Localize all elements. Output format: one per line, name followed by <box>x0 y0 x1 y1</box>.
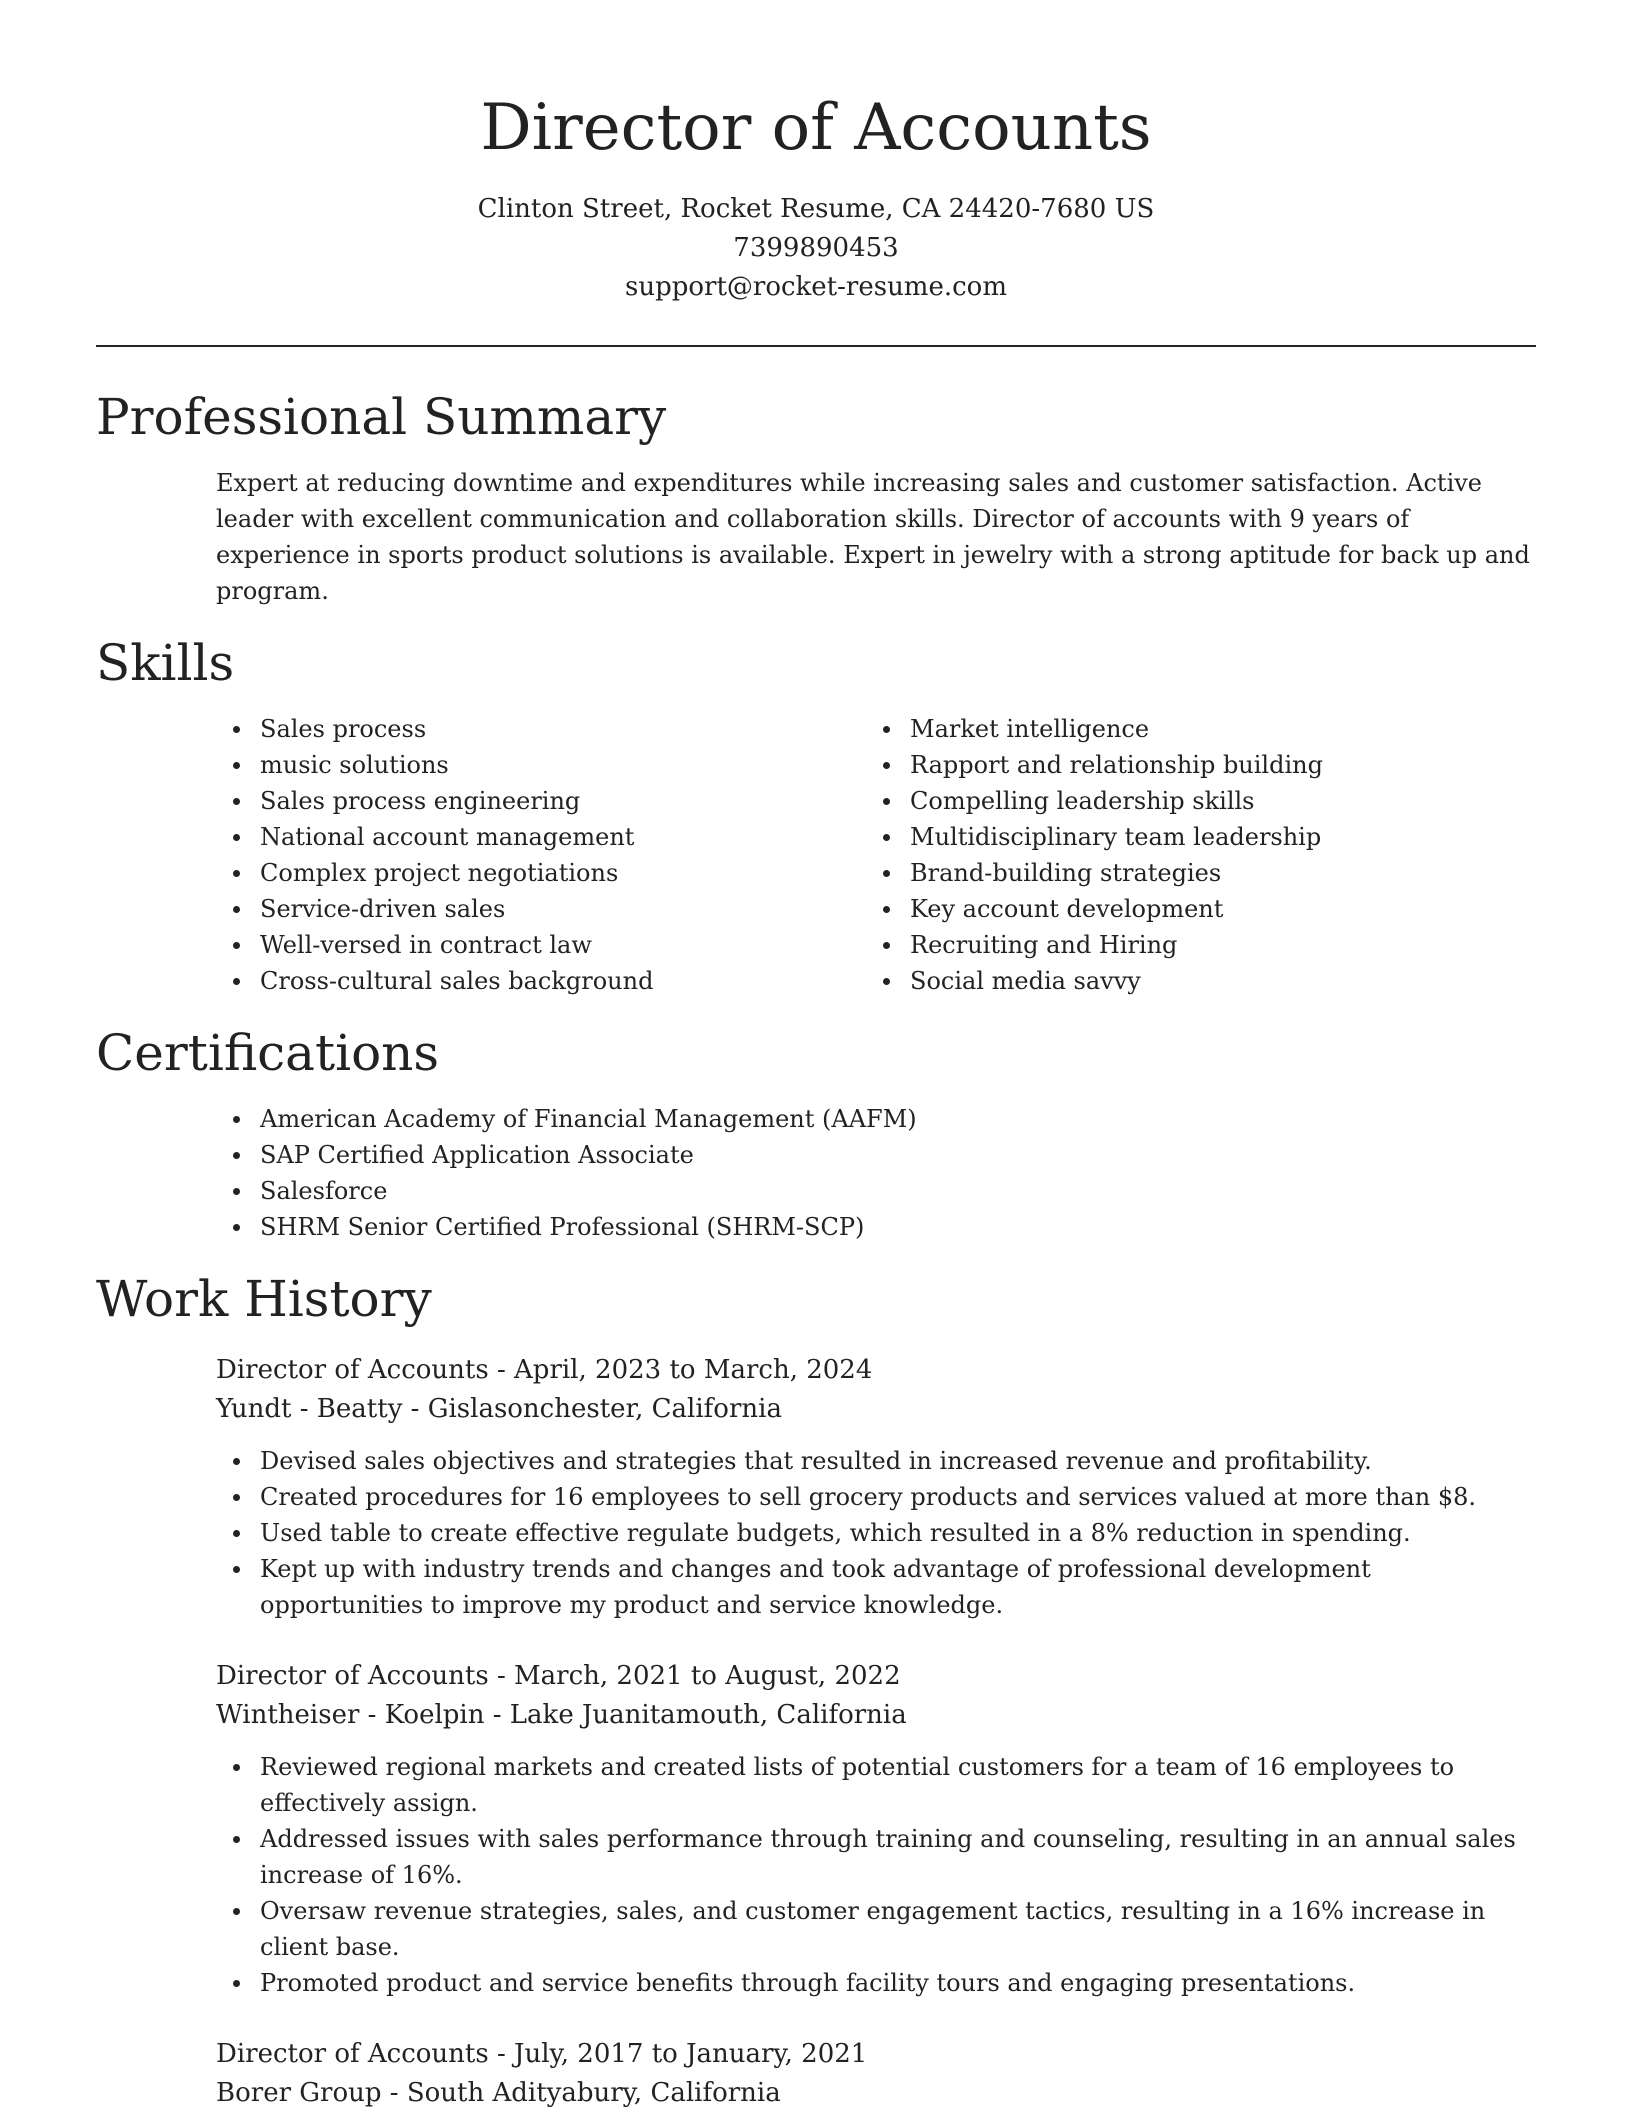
job-company-line: Borer Group - South Adityabury, California <box>216 2078 781 2108</box>
phone: 7399890453 <box>733 233 899 263</box>
certification-item: Salesforce <box>216 1173 1536 1209</box>
job-title-line: Director of Accounts - April, 2023 to March, 2024 <box>216 1355 873 1385</box>
skill-item: music solutions <box>216 747 866 783</box>
certification-item: SAP Certified Application Associate <box>216 1137 1536 1173</box>
job-entry <box>216 1657 1536 2001</box>
job-bullet: Kept up with industry trends and changes and took advantage of professional development opportunities to improve my product and service knowledge. <box>216 1551 1536 1623</box>
skill-item: Service-driven sales <box>216 891 866 927</box>
skills-list-left <box>216 711 866 999</box>
skill-item: Sales process <box>216 711 866 747</box>
resume-page <box>96 0 1536 2113</box>
skill-item: Key account development <box>866 891 1516 927</box>
job-bullet: Addressed issues with sales performance through training and counseling, resulting in an annual sales increase of 16%. <box>216 1821 1536 1893</box>
candidate-name: Director of Accounts <box>480 91 1152 165</box>
job-bullet: Reviewed regional markets and created lists of potential customers for a team of 16 employees to effectively assign. <box>216 1749 1536 1821</box>
job-company-line: Wintheiser - Koelpin - Lake Juanitamouth, California <box>216 1700 907 1730</box>
summary-heading: Professional Summary <box>96 388 667 446</box>
skills-columns <box>216 711 1536 999</box>
job-bullets <box>96 1749 1536 2001</box>
certifications-section <box>96 1021 1536 1245</box>
summary-section <box>96 385 1536 609</box>
certifications-list <box>216 1101 1536 1245</box>
work-history-section <box>96 1267 1536 2113</box>
skill-item: Complex project negotiations <box>216 855 866 891</box>
resume-header <box>96 0 1536 307</box>
job-bullet: Oversaw revenue strategies, sales, and customer engagement tactics, resulting in a 16% increase in client base. <box>216 1893 1536 1965</box>
skill-item: Well-versed in contract law <box>216 927 866 963</box>
skill-item: Recruiting and Hiring <box>866 927 1516 963</box>
skill-item: Sales process engineering <box>216 783 866 819</box>
skill-item: Rapport and relationship building <box>866 747 1516 783</box>
contact-info <box>96 190 1536 307</box>
skill-item: Compelling leadership skills <box>866 783 1516 819</box>
skill-item: Multidisciplinary team leadership <box>866 819 1516 855</box>
summary-text: Expert at reducing downtime and expenditures while increasing sales and customer satisfaction. Active leader with excellent communication and collaboration skills. Director of accounts with 9 years of experience in sports product solutions is available. Expert in jewelry with a strong aptitude for back up and program. <box>216 469 1530 605</box>
job-title-line: Director of Accounts - March, 2021 to August, 2022 <box>216 1661 901 1691</box>
skill-item: National account management <box>216 819 866 855</box>
job-bullet: Devised sales objectives and strategies that resulted in increased revenue and profitability. <box>216 1443 1536 1479</box>
work-history-heading: Work History <box>96 1270 432 1328</box>
job-entry <box>216 2035 1536 2113</box>
certifications-heading: Certifications <box>96 1024 440 1082</box>
job-title-line: Director of Accounts - July, 2017 to January, 2021 <box>216 2039 868 2069</box>
skill-item: Social media savvy <box>866 963 1516 999</box>
address: Clinton Street, Rocket Resume, CA 24420-7680 US <box>477 194 1155 224</box>
certification-item: American Academy of Financial Management (AAFM) <box>216 1101 1536 1137</box>
email: support@rocket-resume.com <box>624 272 1007 302</box>
header-divider <box>96 345 1536 347</box>
job-entry <box>216 1351 1536 1623</box>
job-company-line: Yundt - Beatty - Gislasonchester, California <box>216 1394 782 1424</box>
job-bullet: Created procedures for 16 employees to sell grocery products and services valued at more than $8. <box>216 1479 1536 1515</box>
skill-item: Cross-cultural sales background <box>216 963 866 999</box>
certification-item: SHRM Senior Certified Professional (SHRM-SCP) <box>216 1209 1536 1245</box>
skills-section <box>96 631 1536 999</box>
job-bullet: Promoted product and service benefits through facility tours and engaging presentations. <box>216 1965 1536 2001</box>
skills-heading: Skills <box>96 634 235 692</box>
job-bullet: Used table to create effective regulate budgets, which resulted in a 8% reduction in spending. <box>216 1515 1536 1551</box>
skill-item: Brand-building strategies <box>866 855 1516 891</box>
job-bullets <box>96 1443 1536 1623</box>
skill-item: Market intelligence <box>866 711 1516 747</box>
skills-list-right <box>866 711 1516 999</box>
